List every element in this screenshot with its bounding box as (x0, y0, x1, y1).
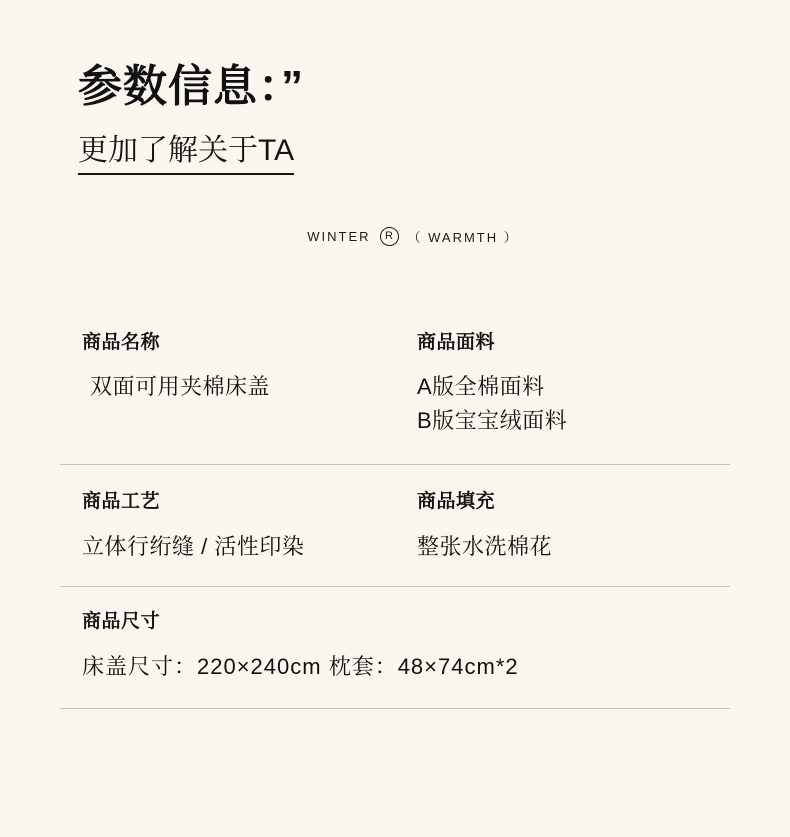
spec-row (60, 464, 730, 586)
bottom-divider (60, 708, 730, 709)
page-subtitle: 更加了解关于TA (78, 131, 294, 175)
spec-cell-craft (60, 465, 395, 586)
spec-value: 床盖尺寸：220×240cm 枕套：48×74cm*2 (82, 653, 519, 679)
spec-row (60, 586, 730, 708)
spec-label: 商品填充 (417, 491, 496, 513)
spec-table (60, 312, 730, 708)
page-header (0, 0, 790, 175)
spec-cell-fabric (395, 312, 730, 465)
spec-value: 立体行绗缝 / 活性印染 (82, 533, 305, 559)
spec-label: 商品名称 (82, 331, 161, 353)
spec-label: 商品尺寸 (82, 611, 161, 633)
spec-row (60, 312, 730, 465)
spec-value: A版全棉面料 (417, 374, 545, 400)
spec-cell-dimensions (60, 587, 730, 708)
spec-label: 商品工艺 (82, 491, 161, 513)
brand-word: WINTER (307, 228, 371, 244)
registered-trademark-icon: R (380, 227, 399, 246)
spec-cell-product-name (60, 312, 395, 465)
spec-value: 双面可用夹棉床盖 (90, 374, 271, 400)
page-subtitle-wrapper (78, 131, 294, 175)
spec-cell-filling (395, 465, 730, 586)
brand-paren-text: （ WARMTH ） (407, 229, 519, 245)
brand-badge (0, 227, 790, 246)
spec-label: 商品面料 (417, 331, 496, 353)
spec-value: B版宝宝绒面料 (417, 408, 568, 434)
page-title: 参数信息：” (78, 62, 304, 111)
spec-value: 整张水洗棉花 (417, 533, 553, 559)
